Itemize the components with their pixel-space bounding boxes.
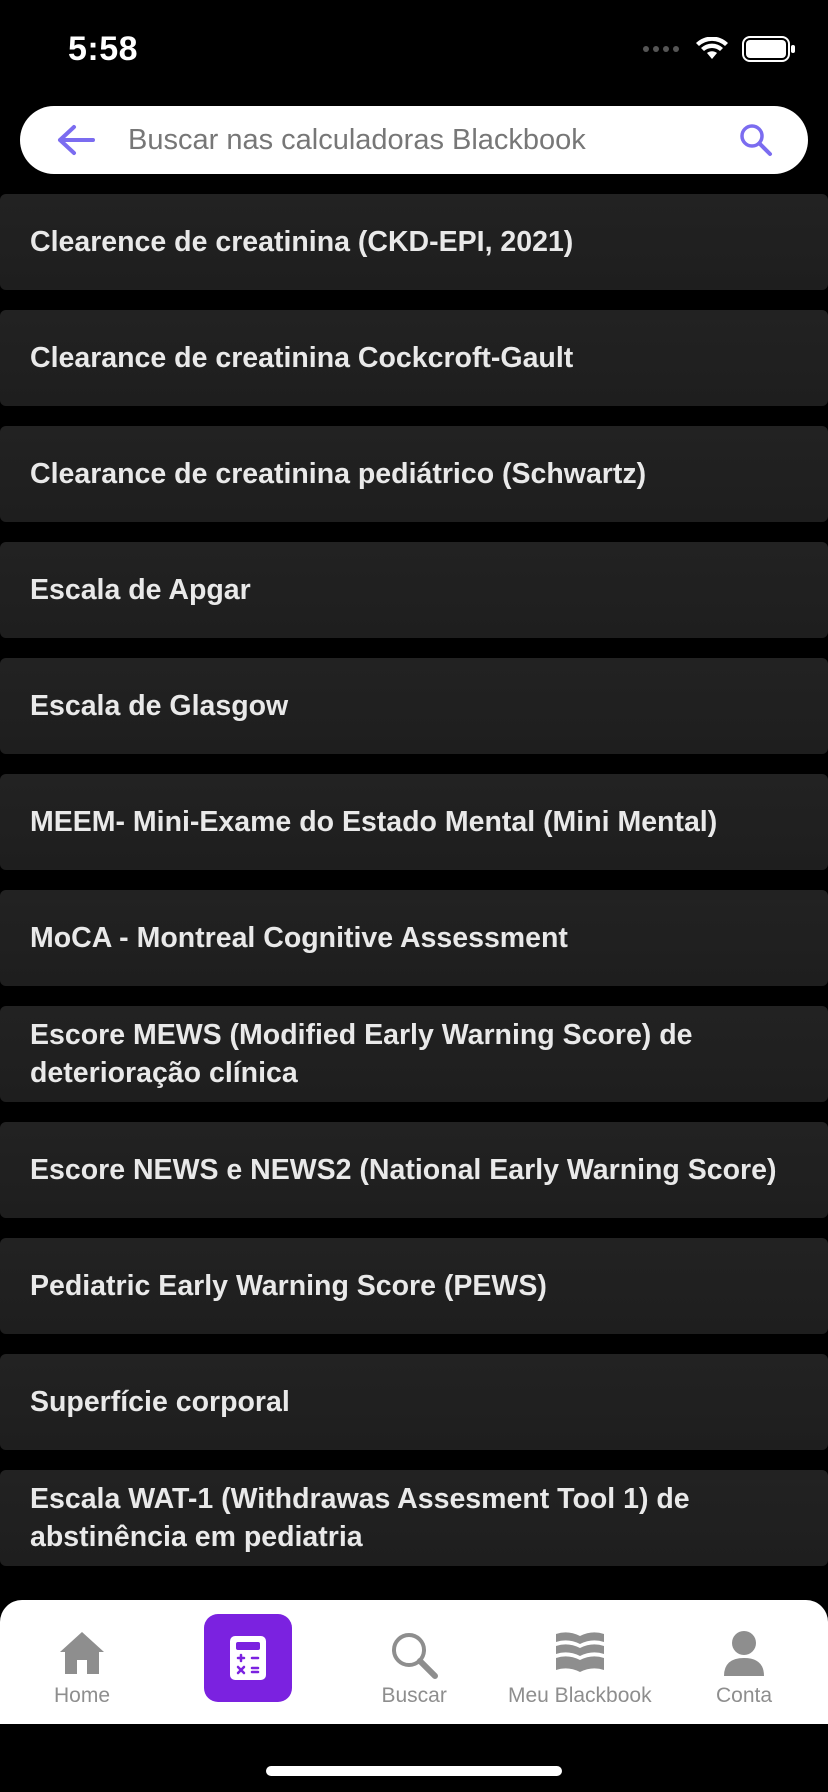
tab-home[interactable] xyxy=(32,1600,132,1724)
list-item-label: Superfície corporal xyxy=(30,1386,290,1418)
calculator-list xyxy=(0,194,828,1586)
list-item[interactable] xyxy=(0,1354,828,1450)
list-item-label: Clearance de creatinina pediátrico (Schwartz) xyxy=(30,458,647,490)
magnifier-icon xyxy=(389,1630,439,1680)
list-item-label: Escala WAT-1 (Withdrawas Assesment Tool 1) de abstinência em pediatria xyxy=(30,1483,690,1553)
arrow-left-icon xyxy=(56,124,96,156)
list-item[interactable] xyxy=(0,890,828,986)
list-item-label: Escala de Glasgow xyxy=(30,690,289,722)
search-input[interactable] xyxy=(106,109,726,171)
tab-my-blackbook-label: Meu Blackbook xyxy=(508,1684,652,1707)
status-bar xyxy=(0,0,828,100)
list-item-label: Pediatric Early Warning Score (PEWS) xyxy=(30,1270,547,1302)
wifi-icon xyxy=(696,37,728,61)
tab-calculators-active xyxy=(204,1614,292,1702)
home-icon xyxy=(58,1630,106,1676)
list-item[interactable] xyxy=(0,658,828,754)
magnifier-icon xyxy=(739,123,773,157)
list-item[interactable] xyxy=(0,194,828,290)
search-button[interactable] xyxy=(726,110,786,170)
list-item[interactable] xyxy=(0,542,828,638)
signal-icon xyxy=(642,43,682,55)
battery-icon xyxy=(742,36,796,62)
tab-search-label: Buscar xyxy=(381,1684,447,1707)
list-item[interactable] xyxy=(0,310,828,406)
tab-my-blackbook[interactable] xyxy=(500,1600,660,1724)
list-item-label: Escore MEWS (Modified Early Warning Score) de deterioração clínica xyxy=(30,1019,693,1089)
user-icon xyxy=(722,1630,766,1678)
list-item[interactable] xyxy=(0,1238,828,1334)
tab-account[interactable] xyxy=(694,1600,794,1724)
tab-search[interactable] xyxy=(364,1600,464,1724)
list-item[interactable] xyxy=(0,426,828,522)
tab-calculators[interactable] xyxy=(204,1600,292,1724)
calculator-icon xyxy=(228,1634,268,1682)
list-item-label: Clearence de creatinina (CKD-EPI, 2021) xyxy=(30,226,574,258)
list-item-label: MEEM- Mini-Exame do Estado Mental (Mini Mental) xyxy=(30,806,718,838)
status-icons xyxy=(642,36,796,62)
list-item[interactable] xyxy=(0,1006,828,1102)
tab-account-label: Conta xyxy=(716,1684,773,1707)
back-button[interactable] xyxy=(46,110,106,170)
list-item[interactable] xyxy=(0,774,828,870)
book-icon xyxy=(554,1630,606,1674)
list-item-label: Escore NEWS e NEWS2 (National Early Warning Score) xyxy=(30,1154,777,1186)
tab-bar xyxy=(0,1600,828,1724)
search-bar xyxy=(20,106,808,174)
tab-home-label: Home xyxy=(54,1684,111,1707)
list-item-label: Clearance de creatinina Cockcroft-Gault xyxy=(30,342,574,374)
list-item-label: MoCA - Montreal Cognitive Assessment xyxy=(30,922,568,954)
status-time: 5:58 xyxy=(68,30,139,68)
home-indicator xyxy=(266,1766,562,1776)
list-item[interactable] xyxy=(0,1122,828,1218)
list-item[interactable] xyxy=(0,1470,828,1566)
list-item-label: Escala de Apgar xyxy=(30,574,251,606)
